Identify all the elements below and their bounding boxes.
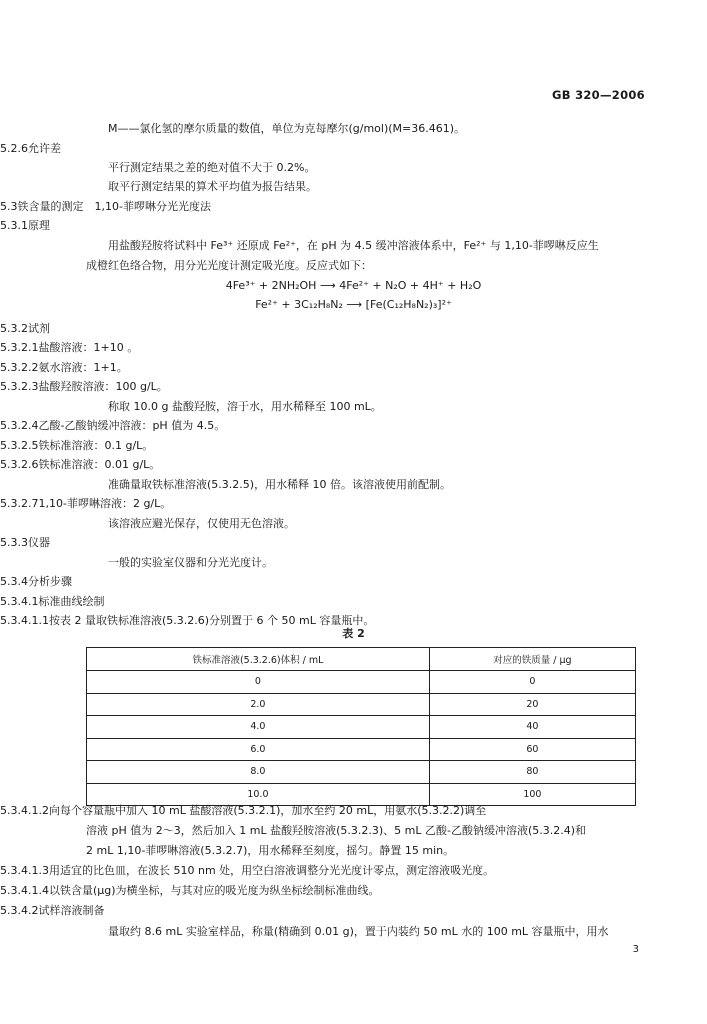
section-number: 5.3.2.3 <box>0 380 39 393</box>
section-heading <box>0 595 104 609</box>
table-caption: 表 2 <box>342 627 365 640</box>
section-number: 5.3.2.5 <box>0 439 39 452</box>
section-number: 5.3.1 <box>0 219 28 232</box>
table-row <box>87 671 636 694</box>
section-title: 允许差 <box>28 142 61 155</box>
section-number: 5.3.3 <box>0 536 28 549</box>
section-title: 试剂 <box>28 322 50 335</box>
section-text: 铁标准溶液：0.01 g/L。 <box>38 458 161 471</box>
paragraph-line: 成橙红色络合物，用分光光度计测定吸光度。反应式如下： <box>86 259 372 272</box>
section-heading <box>0 341 138 355</box>
section-heading <box>0 458 160 472</box>
section-title: 铁含量的测定 1,10-菲啰啉分光光度法 <box>17 200 211 213</box>
section-heading <box>0 361 128 375</box>
section-heading <box>0 380 168 394</box>
paragraph-line: 准确量取铁标准溶液(5.3.2.5)，用水稀释 10 倍。该溶液使用前配制。 <box>108 478 452 491</box>
section-heading <box>0 219 50 233</box>
section-text: 向每个容量瓶中加入 10 mL 盐酸溶液(5.3.2.1)，加水至约 20 mL，用氨水(5.3.2.2)调至 <box>48 804 487 817</box>
section-number: 5.3.4.1.4 <box>0 884 49 897</box>
section-heading <box>0 536 50 550</box>
section-number: 5.3.4.1.1 <box>0 614 49 627</box>
volume-cell: 8.0 <box>87 761 430 784</box>
section-title: 原理 <box>28 219 50 232</box>
iron-standard-table <box>86 647 636 806</box>
iron-mass-cell: 20 <box>429 693 635 716</box>
section-text: 用适宜的比色皿，在波长 510 nm 处，用空白溶液调整分光光度计零点，测定溶液吸光度。 <box>48 864 495 877</box>
iron-mass-cell: 80 <box>429 761 635 784</box>
section-title: 标准曲线绘制 <box>38 595 105 608</box>
volume-cell: 10.0 <box>87 783 430 806</box>
paragraph-line: 称取 10.0 g 盐酸羟胺，溶于水，用水稀释至 100 mL。 <box>108 400 382 413</box>
iron-mass-cell: 60 <box>429 738 635 761</box>
section-number: 5.2.6 <box>0 142 28 155</box>
document-code-header: GB 320—2006 <box>551 88 645 102</box>
table-row <box>87 783 636 806</box>
paragraph-line: 2 mL 1,10-菲啰啉溶液(5.3.2.7)，用水稀释至刻度，摇匀。静置 15 min。 <box>86 844 455 857</box>
section-number: 5.3.2.4 <box>0 419 39 432</box>
section-number: 5.3.4.1.2 <box>0 804 49 817</box>
section-number: 5.3.4.2 <box>0 904 39 917</box>
section-heading <box>0 884 380 898</box>
table-header-volume: 铁标准溶液(5.3.2.6)体积 / mL <box>87 648 430 671</box>
section-heading <box>0 614 374 628</box>
volume-cell: 6.0 <box>87 738 430 761</box>
volume-cell: 0 <box>87 671 430 694</box>
section-title: 分析步骤 <box>28 575 72 588</box>
paragraph-line: 平行测定结果之差的绝对值不大于 0.2%。 <box>108 161 316 174</box>
paragraph-line: 用盐酸羟胺将试料中 Fe³⁺ 还原成 Fe²⁺，在 pH 为 4.5 缓冲溶液体系中，Fe²⁺ 与 1,10-菲啰啉反应生 <box>108 239 599 252</box>
section-text: 盐酸溶液：1+10 。 <box>38 341 139 354</box>
section-heading <box>0 804 486 818</box>
section-heading <box>0 419 225 433</box>
section-number: 5.3.2.1 <box>0 341 39 354</box>
volume-cell: 2.0 <box>87 693 430 716</box>
iron-mass-cell: 40 <box>429 716 635 739</box>
volume-cell: 4.0 <box>87 716 430 739</box>
table-row <box>87 738 636 761</box>
section-heading <box>0 322 50 336</box>
section-text: 氨水溶液：1+1。 <box>38 361 128 374</box>
table-row <box>87 693 636 716</box>
section-heading <box>0 864 494 878</box>
section-number: 5.3.2.2 <box>0 361 39 374</box>
section-heading <box>0 904 104 918</box>
section-text: 乙酸-乙酸钠缓冲溶液：pH 值为 4.5。 <box>38 419 226 432</box>
table-row <box>87 761 636 784</box>
section-heading <box>0 142 61 156</box>
section-text: 铁标准溶液：0.1 g/L。 <box>38 439 154 452</box>
paragraph-line: 溶液 pH 值为 2～3，然后加入 1 mL 盐酸羟胺溶液(5.3.2.3)、5 mL 乙酸-乙酸钠缓冲溶液(5.3.2.4)和 <box>86 824 587 837</box>
iron-mass-cell: 100 <box>429 783 635 806</box>
table-header-row <box>87 648 636 671</box>
paragraph-line: M——氯化氢的摩尔质量的数值，单位为克每摩尔(g/mol)(M=36.461)。 <box>108 122 466 135</box>
section-number: 5.3 <box>0 200 18 213</box>
section-number: 5.3.4 <box>0 575 28 588</box>
iron-mass-cell: 0 <box>429 671 635 694</box>
section-heading <box>0 439 153 453</box>
section-text: 按表 2 量取铁标准溶液(5.3.2.6)分别置于 6 个 50 mL 容量瓶中。 <box>48 614 375 627</box>
paragraph-line: 该溶液应避光保存，仅使用无色溶液。 <box>108 517 295 530</box>
section-text: 盐酸羟胺溶液：100 g/L。 <box>38 380 168 393</box>
page-number: 3 <box>632 944 639 955</box>
paragraph-line: 量取约 8.6 mL 实验室样品，称量(精确到 0.01 g)，置于内装约 50 mL 水的 100 mL 容量瓶中，用水 <box>108 925 609 938</box>
reaction-equation: Fe²⁺ + 3C₁₂H₈N₂ ⟶ [Fe(C₁₂H₈N₂)₃]²⁺ <box>255 298 452 311</box>
table-row <box>87 716 636 739</box>
section-number: 5.3.2.6 <box>0 458 39 471</box>
section-title: 试样溶液制备 <box>38 904 105 917</box>
section-number: 5.3.4.1.3 <box>0 864 49 877</box>
section-text: 以铁含量(μg)为横坐标，与其对应的吸光度为纵坐标绘制标准曲线。 <box>48 884 380 897</box>
table-header-iron-mass: 对应的铁质量 / μg <box>429 648 635 671</box>
paragraph-line: 取平行测定结果的算术平均值为报告结果。 <box>108 180 317 193</box>
section-number: 5.3.2 <box>0 322 28 335</box>
section-heading <box>0 200 211 214</box>
section-number: 5.3.4.1 <box>0 595 39 608</box>
section-heading <box>0 497 171 511</box>
reaction-equation: 4Fe³⁺ + 2NH₂OH ⟶ 4Fe²⁺ + N₂O + 4H⁺ + H₂O <box>225 279 482 292</box>
section-title: 仪器 <box>28 536 50 549</box>
section-text: 1,10-菲啰啉溶液：2 g/L。 <box>38 497 172 510</box>
paragraph-line: 一般的实验室仪器和分光光度计。 <box>108 556 273 569</box>
section-heading <box>0 575 72 589</box>
section-number: 5.3.2.7 <box>0 497 39 510</box>
